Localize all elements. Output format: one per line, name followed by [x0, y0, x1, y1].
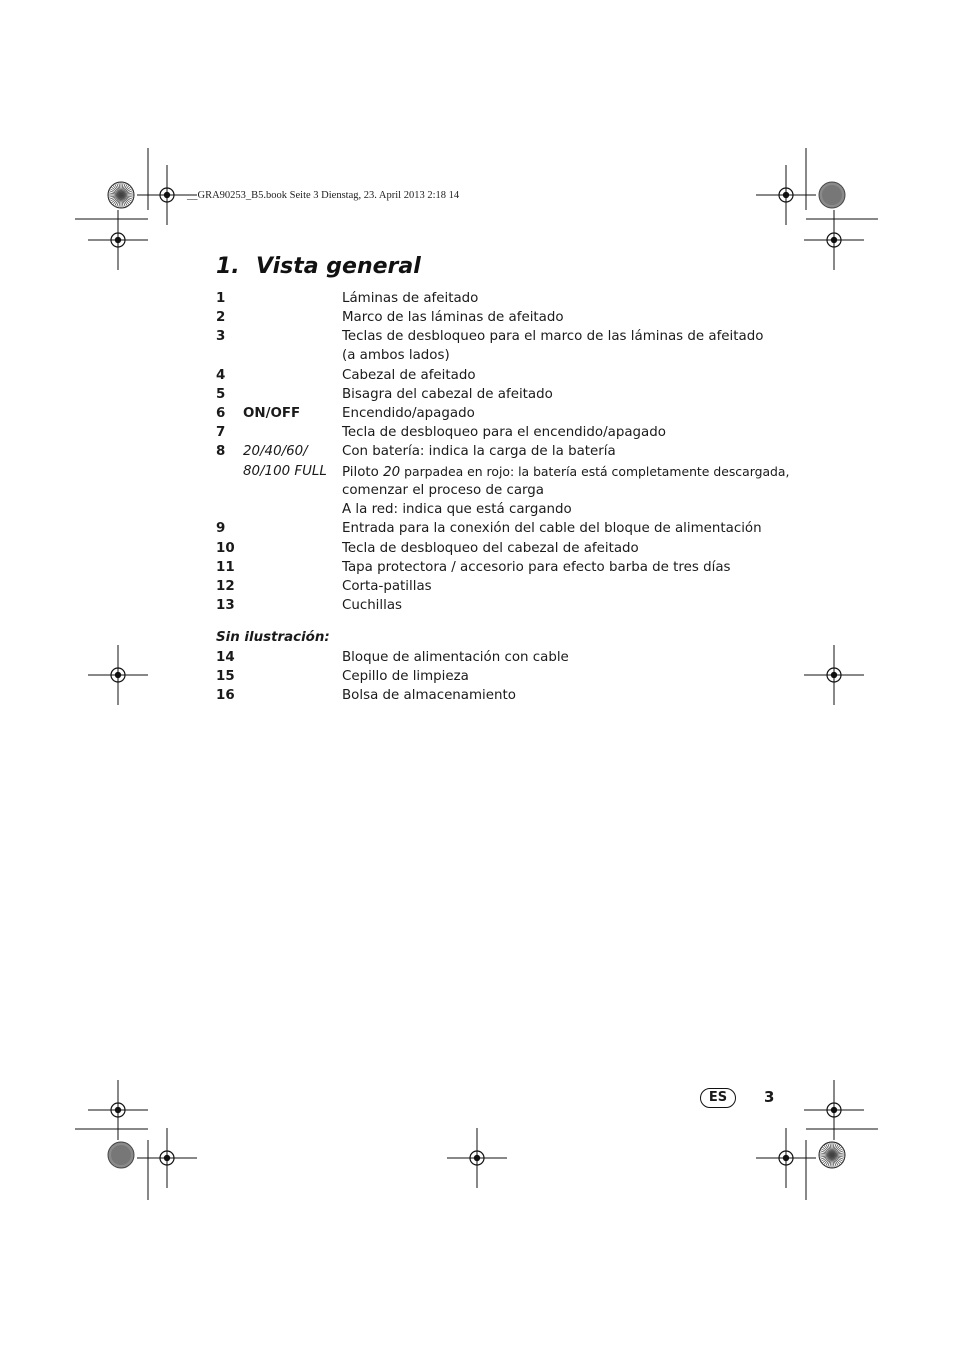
item-description: Bolsa de almacenamiento: [342, 688, 516, 703]
item-description: [342, 462, 789, 482]
item-number: 6: [216, 406, 226, 421]
item-number: 5: [216, 387, 226, 402]
item-description: Tapa protectora / accesorio para efecto barba de tres días: [342, 560, 731, 575]
registration-dot: [783, 192, 789, 198]
item-number: 16: [216, 688, 235, 703]
language-badge: ES: [700, 1088, 736, 1108]
item-number: 8: [216, 444, 226, 459]
item-number: 11: [216, 560, 235, 575]
item-description: comenzar el proceso de carga: [342, 483, 545, 498]
item-description: Cabezal de afeitado: [342, 368, 476, 383]
gray-patch-inner: [822, 185, 842, 205]
item-description: Tecla de desbloqueo del cabezal de afeitado: [342, 541, 639, 556]
item-description: Entrada para la conexión del cable del bloque de alimentación: [342, 521, 762, 536]
item-number: 14: [216, 650, 235, 665]
item-description: Cuchillas: [342, 598, 403, 613]
description-part: Piloto: [342, 465, 384, 480]
item-key: 80/100 FULL: [243, 464, 327, 479]
section-title: [216, 254, 421, 279]
item-key: 20/40/60/: [243, 444, 308, 459]
item-number: 15: [216, 669, 235, 684]
print-slug: __GRA90253_B5.book Seite 3 Dienstag, 23. April 2013 2:18 14: [187, 190, 460, 201]
item-description: Tecla de desbloqueo para el encendido/apagado: [342, 425, 666, 440]
registration-dot: [115, 1107, 121, 1113]
item-number: 9: [216, 521, 226, 536]
registration-dot: [164, 1155, 170, 1161]
item-number: 7: [216, 425, 226, 440]
item-description: Cepillo de limpieza: [342, 669, 469, 684]
item-key: ON/OFF: [243, 406, 301, 421]
item-number: 10: [216, 541, 235, 556]
item-description: Encendido/apagado: [342, 406, 475, 421]
item-description: Marco de las láminas de afeitado: [342, 310, 564, 325]
item-description: A la red: indica que está cargando: [342, 502, 572, 517]
section-number: 1.: [216, 254, 240, 279]
registration-dot: [164, 192, 170, 198]
gray-patch-inner: [111, 1145, 131, 1165]
item-number: 1: [216, 291, 226, 306]
registration-dot: [831, 1107, 837, 1113]
item-description: Bisagra del cabezal de afeitado: [342, 387, 553, 402]
subheading-without-illustration: Sin ilustración:: [216, 630, 330, 645]
registration-dot: [783, 1155, 789, 1161]
item-number: 13: [216, 598, 235, 613]
registration-dot: [115, 237, 121, 243]
registration-dot: [474, 1155, 480, 1161]
item-number: 4: [216, 368, 226, 383]
item-description: Láminas de afeitado: [342, 291, 479, 306]
item-description: Con batería: indica la carga de la batería: [342, 444, 616, 459]
item-description: Teclas de desbloqueo para el marco de las láminas de afeitado: [342, 329, 764, 344]
item-number: 3: [216, 329, 226, 344]
registration-dot: [115, 672, 121, 678]
item-description: Corta-patillas: [342, 579, 432, 594]
item-number: 2: [216, 310, 226, 325]
description-emphasis: 20: [383, 465, 401, 480]
item-description: (a ambos lados): [342, 348, 450, 363]
item-description: Bloque de alimentación con cable: [342, 650, 569, 665]
description-part: parpadea en rojo: la batería está completamente descargada,: [400, 464, 790, 479]
item-number: 12: [216, 579, 235, 594]
page-number: 3: [764, 1088, 775, 1106]
registration-dot: [831, 672, 837, 678]
registration-dot: [831, 237, 837, 243]
section-title-text: Vista general: [256, 254, 421, 279]
